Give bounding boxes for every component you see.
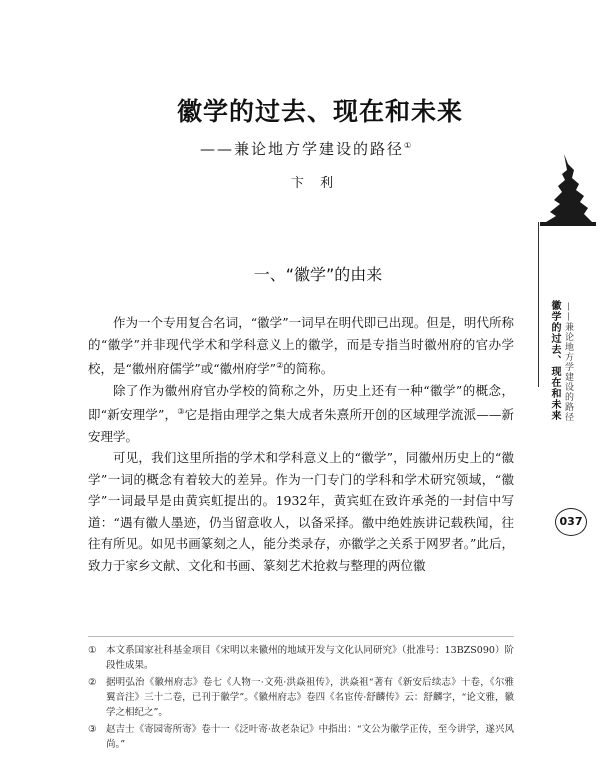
paragraph-1-text: 作为一个专用复合名词，“徽学”一词早在明代即已出现。但是，明代所称的“徽学”并非现代学术和学科意义上的徽学，而是专指当时徽州府的官办学校，是“徽州府儒学”或“徽州府学” <box>88 315 514 377</box>
section-heading: 一、“徽学”的由来 <box>253 265 383 284</box>
footnote-divider <box>88 636 514 637</box>
footnote-ref-2[interactable]: ② <box>276 361 284 370</box>
article-title: 徽学的过去、现在和未来 <box>176 97 463 126</box>
paragraph-1-tail: 的简称。 <box>283 361 334 377</box>
footnote-2 <box>88 675 514 720</box>
article-body <box>88 312 514 576</box>
paragraph-1 <box>88 312 514 380</box>
footnote-3 <box>88 722 514 752</box>
article-subtitle <box>200 138 500 159</box>
footnote-1 <box>88 643 514 673</box>
paragraph-2 <box>88 380 514 448</box>
running-title: 徽学的过去、现在和未来 <box>549 300 560 421</box>
footnote-ref-3[interactable]: ③ <box>177 407 185 417</box>
page-number-badge: 037 <box>555 508 587 536</box>
sculpture-emblem-icon <box>536 150 596 230</box>
running-subtitle: ——兼论地方学建设的路径 <box>563 302 573 422</box>
margin-rule <box>538 222 539 387</box>
footnote-text: 赵吉士《寄园寄所寄》卷十一《泛叶寄·故老杂记》中指出：“文公为徽学正传，至今讲学，遂兴风尚。” <box>106 724 514 750</box>
footnote-text: 本文系国家社科基金项目《宋明以来徽州的地域开发与文化认同研究》（批准号：13BZS090）阶段性成果。 <box>106 645 514 671</box>
footnotes <box>88 643 514 754</box>
paragraph-3 <box>88 447 514 576</box>
footnote-mark: ① <box>88 645 97 656</box>
footnote-mark: ③ <box>88 724 97 735</box>
article-author: 卞 利 <box>290 176 340 191</box>
footnote-text: 据明弘治《徽州府志》卷七《人物一·文苑·洪焱祖传》，洪焱祖“著有《新安后续志》十卷，《尔雅翼音注》三十二卷，已刊于徽学”。《徽州府志》卷四《名宦传·舒麟传》云：舒麟字，“论文雅，徽学之相纪之”。 <box>106 677 514 718</box>
paragraph-2-text: 除了作为徽州府官办学校的简称之外，历史上还有一种“徽学”的概念，即“新安理学”， <box>88 382 514 423</box>
paragraph-2-tail: 它是指由理学之集大成者朱熹所开创的区域理学流派——新安理学。 <box>88 407 514 444</box>
footnote-mark: ② <box>88 677 97 688</box>
subtitle-footnote-ref[interactable]: ① <box>404 141 414 150</box>
subtitle-text: ——兼论地方学建设的路径 <box>200 140 405 158</box>
paragraph-3-text: 可见，我们这里所指的学术和学科意义上的“徽学”，同徽州历史上的“徽学”一词的概念有着较大的差异。作为一门专门的学科和学术研究领域，“徽学”一词最早是由黄宾虹提出的。1932年，黄宾虹在致许承尧的一封信中写道：“遇有徽人墨迹，仍当留意收人，以备采择。徽中绝姓族讲记载秩闻，往往有所见。如见书画篆刻之人，能分类录存，亦徽学之关系于网罗者。”此后，致力于家乡文献、文化和书画、篆刻艺术抢救与整理的两位徽 <box>88 450 514 573</box>
